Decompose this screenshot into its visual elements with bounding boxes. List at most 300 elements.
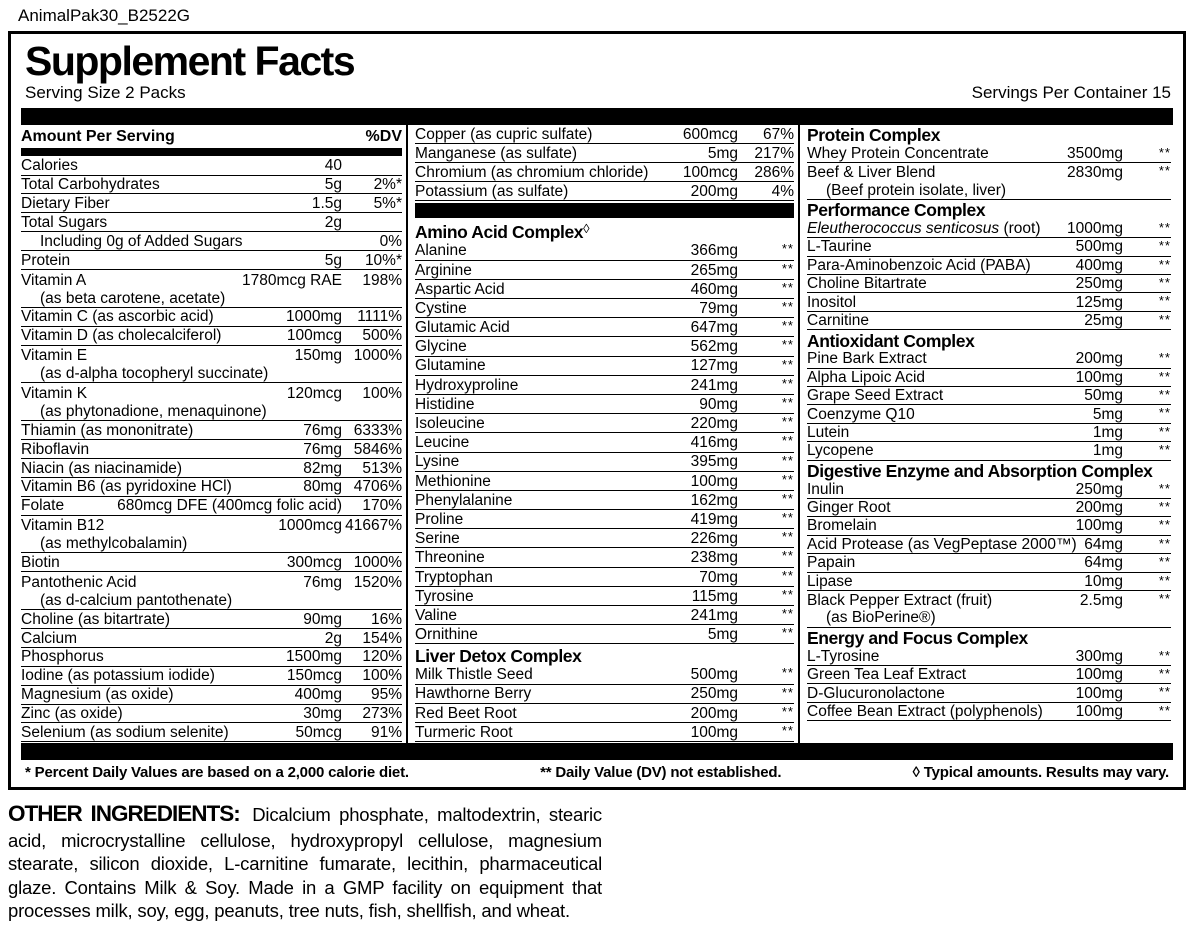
ingredient-name: Lipase (807, 573, 853, 590)
table-row (21, 629, 402, 648)
daily-value: ** (781, 471, 794, 487)
ingredient-name: Milk Thistle Seed (415, 667, 533, 684)
ingredient-name: Inositol (807, 294, 857, 311)
amount-value: 366mg (690, 242, 738, 260)
table-row (415, 548, 794, 567)
ingredient-name: Grape Seed Extract (807, 388, 944, 405)
table-row (807, 573, 1171, 591)
ingredient-name: Vitamin A (21, 272, 87, 289)
amount-value: 250mg (1075, 480, 1123, 498)
amount-value: 70mg (699, 568, 738, 586)
ingredient-name: Coenzyme Q10 (807, 406, 915, 423)
amount-value: 2g (324, 213, 342, 231)
amount-value: 1000mcg (278, 517, 342, 535)
ingredient-name: Iodine (as potassium iodide) (21, 668, 215, 685)
amount-value: 5mg (1092, 405, 1123, 423)
daily-value: ** (781, 490, 794, 506)
ingredient-name: Tryptophan (415, 569, 493, 586)
ingredient-name: Valine (415, 607, 457, 624)
daily-value: ** (781, 586, 794, 602)
table-row (807, 405, 1171, 423)
section-header (807, 461, 1171, 481)
ingredient-name: Calories (21, 158, 78, 175)
ingredient-name: Ginger Root (807, 500, 891, 517)
ingredient-name: Lysine (415, 454, 460, 471)
amount-value: 500mg (690, 666, 738, 684)
amount-value: 500mg (1075, 238, 1123, 256)
table-row (21, 667, 402, 686)
daily-value: 10%* (364, 251, 402, 269)
ingredient-name: Lycopene (807, 443, 874, 460)
table-row (807, 648, 1171, 666)
daily-value: 2%* (373, 176, 402, 194)
ingredient-source: (as d-calcium pantothenate) (40, 592, 233, 609)
ingredient-name: Chromium (as chromium chloride) (415, 164, 649, 181)
ingredient-name: Arginine (415, 262, 472, 279)
amount-value: 200mg (1075, 499, 1123, 517)
ingredient-name: Selenium (as sodium selenite) (21, 725, 229, 742)
ingredient-name: Protein (21, 252, 71, 269)
table-row (807, 293, 1171, 311)
ingredient-name: Red Beet Root (415, 705, 517, 722)
table-row (21, 327, 402, 346)
section-header (415, 644, 794, 665)
daily-value: 120% (362, 648, 402, 666)
table-row (807, 536, 1171, 554)
daily-value: ** (1158, 684, 1171, 700)
table-row (415, 453, 794, 472)
table-row (21, 610, 402, 629)
amount-value: 1500mg (285, 648, 342, 666)
table-row (415, 685, 794, 704)
daily-value: ** (781, 452, 794, 468)
table-row (415, 529, 794, 548)
ingredient-source: (as BioPerine®) (826, 610, 936, 627)
table-row (415, 625, 794, 644)
amount-header-label: Amount Per Serving (21, 127, 175, 145)
table-row (415, 163, 794, 182)
table-row (21, 459, 402, 478)
continuation-row (21, 402, 402, 421)
daily-value: 100% (362, 667, 402, 685)
header-divider-bar (21, 148, 402, 156)
table-row (21, 383, 402, 402)
ingredient-name: Dietary Fiber (21, 196, 110, 213)
table-row (807, 145, 1171, 163)
daily-value: ** (1158, 293, 1171, 309)
daily-value: 67% (762, 125, 794, 143)
amount-value: 100mg (690, 723, 738, 741)
daily-value: ** (1158, 144, 1171, 160)
section-header (807, 200, 1171, 220)
daily-value: ** (781, 414, 794, 430)
ingredient-name: Phenylalanine (415, 492, 513, 509)
amount-value: 395mg (690, 453, 738, 471)
amount-value: 1000mg (285, 308, 342, 326)
table-row (21, 440, 402, 459)
dv-header-label: %DV (365, 127, 402, 145)
table-row (415, 299, 794, 318)
amount-value: 10mg (1084, 572, 1123, 590)
ingredient-name: Including 0g of Added Sugars (40, 233, 243, 250)
table-row (415, 395, 794, 414)
daily-value: 5%* (373, 195, 402, 213)
table-row (21, 308, 402, 327)
table-row (415, 241, 794, 260)
daily-value: 0% (379, 232, 402, 250)
amount-value: 300mcg (286, 554, 342, 572)
daily-value: 273% (362, 705, 402, 723)
ingredient-name: Histidine (415, 396, 475, 413)
daily-value: ** (781, 260, 794, 276)
amount-value: 5g (324, 251, 342, 269)
table-row (807, 424, 1171, 442)
ingredient-name: Total Sugars (21, 214, 108, 231)
table-row (415, 125, 794, 144)
ingredient-name: Choline Bitartrate (807, 276, 927, 293)
ingredient-name: Alpha Lipoic Acid (807, 369, 926, 386)
daily-value: 198% (362, 271, 402, 289)
ingredient-name: Black Pepper Extract (fruit) (807, 593, 993, 610)
daily-value: 6333% (353, 421, 402, 439)
amount-value: 76mg (303, 421, 342, 439)
ingredient-name: Vitamin E (21, 348, 88, 365)
daily-value: 4706% (353, 478, 402, 496)
ingredient-name: Green Tea Leaf Extract (807, 667, 967, 684)
section-divider-bar (415, 203, 794, 218)
daily-value: ** (781, 625, 794, 641)
amount-value: 1.5g (311, 195, 342, 213)
table-row (807, 312, 1171, 330)
footnote-text: Percent Daily Values are based on a 2,000 calorie diet. (34, 763, 409, 781)
ingredient-name: Niacin (as niacinamide) (21, 460, 183, 477)
daily-value: ** (1158, 256, 1171, 272)
ingredient-name: Vitamin K (21, 386, 88, 402)
amount-value: 50mcg (295, 724, 342, 742)
daily-value: ** (1158, 666, 1171, 682)
other-ingredients (8, 800, 602, 923)
amount-value: 2830mg (1066, 164, 1123, 182)
ingredient-name: Manganese (as sulfate) (415, 145, 577, 162)
amount-value: 265mg (690, 261, 738, 279)
ingredient-name: Vitamin D (as cholecalciferol) (21, 328, 222, 345)
daily-value: 1000% (353, 554, 402, 572)
table-row (415, 665, 794, 684)
amount-value: 50mg (1084, 387, 1123, 405)
diamond-symbol: ◊ (583, 221, 590, 237)
footnote-typical-amounts (913, 764, 1169, 781)
daily-value: ** (1158, 368, 1171, 384)
table-row (807, 387, 1171, 405)
table-row (21, 213, 402, 232)
daily-value: 1111% (357, 308, 402, 326)
table-row (21, 346, 402, 365)
daily-value: 513% (362, 459, 402, 477)
daily-value: ** (781, 337, 794, 353)
amount-value: 100mg (1075, 368, 1123, 386)
amount-value: 100mcg (682, 163, 738, 181)
amount-value: 90mg (303, 610, 342, 628)
daily-value: ** (1158, 572, 1171, 588)
double-asterisk-symbol: ** (540, 763, 552, 781)
table-row (807, 684, 1171, 702)
ingredient-name: Calcium (21, 630, 77, 647)
amount-value: 460mg (690, 280, 738, 298)
ingredient-name: Whey Protein Concentrate (807, 145, 989, 162)
daily-value: 1520% (353, 573, 402, 591)
table-row (807, 703, 1171, 721)
section-header (807, 628, 1171, 648)
table-row (21, 157, 402, 176)
ingredient-name: Pine Bark Extract (807, 351, 927, 368)
table-row (21, 705, 402, 724)
ingredient-name: Glycine (415, 339, 467, 356)
ingredient-name: Biotin (21, 555, 60, 572)
ingredient-name: L-Tyrosine (807, 648, 880, 665)
amount-value: 5mg (707, 626, 738, 644)
section-title: Protein Complex (807, 125, 941, 146)
ingredient-name: Turmeric Root (415, 724, 513, 741)
daily-value: 500% (362, 327, 402, 345)
daily-value: ** (781, 665, 794, 681)
ingredient-name: Methionine (415, 473, 491, 490)
section-header (415, 220, 794, 241)
table-row (807, 163, 1171, 181)
daily-value: ** (781, 567, 794, 583)
daily-value: ** (1158, 480, 1171, 496)
table-row (415, 587, 794, 606)
ingredient-name: Inulin (807, 481, 845, 498)
table-row (21, 232, 402, 251)
ingredient-name: Serine (415, 531, 460, 548)
other-ingredients-label: OTHER INGREDIENTS: (8, 801, 240, 826)
amount-value: 76mg (303, 573, 342, 591)
other-ingredients-text: Dicalcium phosphate, maltodextrin, stearic acid, microcrystalline cellulose, hydroxypropyl cellulose, magnesium stearate, silicon dioxide, L-carnitine fumarate, lecithin, pharmaceutical glaze. Contains Milk & Soy. Made in a GMP facility on equipment that processes milk, soy, egg, peanuts, tree nuts, fish, shellfish, and wheat. (8, 804, 602, 922)
daily-value: ** (781, 529, 794, 545)
ingredient-name: Carnitine (807, 312, 870, 329)
table-row (21, 251, 402, 270)
continuation-row (21, 535, 402, 554)
ingredient-name: Thiamin (as mononitrate) (21, 422, 194, 439)
amount-value: 150mg (294, 347, 342, 365)
table-row (807, 350, 1171, 368)
ingredient-name: Coffee Bean Extract (polyphenols) (807, 703, 1043, 720)
section-title: Energy and Focus Complex (807, 628, 1028, 649)
daily-value: ** (781, 356, 794, 372)
daily-value: ** (781, 394, 794, 410)
amount-value: 220mg (690, 415, 738, 433)
amount-value: 76mg (303, 440, 342, 458)
table-row (21, 497, 402, 516)
table-row (807, 554, 1171, 572)
ingredient-source: (Beef protein isolate, liver) (826, 182, 1007, 199)
amount-value: 250mg (1075, 275, 1123, 293)
amount-value: 238mg (690, 549, 738, 567)
daily-value: ** (781, 375, 794, 391)
table-row (415, 182, 794, 201)
amount-value: 5mg (707, 144, 738, 162)
amount-value: 40 (324, 157, 342, 175)
footnote-dv-not-established (540, 764, 781, 781)
section-title: Liver Detox Complex (415, 645, 582, 666)
supplement-facts-panel (8, 31, 1186, 790)
ingredient-name: Lutein (807, 424, 850, 441)
section-header (807, 125, 1171, 145)
amount-value: 200mg (690, 183, 738, 201)
daily-value: ** (781, 299, 794, 314)
section-header (807, 330, 1171, 350)
daily-value: ** (1158, 163, 1171, 179)
table-row (21, 478, 402, 497)
table-row (415, 491, 794, 510)
table-row (807, 275, 1171, 293)
daily-value: ** (1158, 442, 1171, 458)
ingredient-name: Glutamine (415, 358, 486, 375)
ingredient-source: (as beta carotene, acetate) (40, 290, 226, 307)
document-filename: AnimalPak30_B2522G (18, 6, 191, 25)
ingredient-source: (as d-alpha tocopheryl succinate) (40, 366, 269, 383)
ingredient-name: Hawthorne Berry (415, 686, 532, 703)
ingredient-name: Para-Aminobenzoic Acid (PABA) (807, 257, 1031, 274)
daily-value: ** (1158, 554, 1171, 570)
amount-value: 64mg (1084, 535, 1123, 553)
daily-value: 95% (370, 686, 402, 704)
amount-value: 100mg (690, 472, 738, 490)
amount-value: 400mg (294, 686, 342, 704)
daily-value: ** (1158, 517, 1171, 533)
daily-value: ** (1158, 498, 1171, 514)
footnote-daily-values (25, 764, 409, 781)
table-row (415, 357, 794, 376)
column-left (21, 125, 406, 743)
ingredient-name: Aspartic Acid (415, 281, 505, 298)
table-row (807, 499, 1171, 517)
amount-value: 562mg (690, 338, 738, 356)
daily-value: 91% (370, 724, 402, 742)
daily-value: ** (781, 241, 794, 257)
daily-value: 5846% (353, 440, 402, 458)
table-row (415, 568, 794, 587)
section-title: Amino Acid Complex (415, 221, 584, 242)
table-row (21, 194, 402, 213)
amount-value: 90mg (699, 395, 738, 413)
daily-value: ** (1158, 702, 1171, 718)
daily-value: 217% (754, 144, 794, 162)
ingredient-name: Threonine (415, 550, 485, 567)
serving-size: Serving Size 2 Packs (25, 83, 186, 102)
table-row (807, 442, 1171, 460)
daily-value: ** (781, 279, 794, 295)
footnote-text: Daily Value (DV) not established. (555, 763, 782, 781)
daily-value: ** (1158, 423, 1171, 439)
table-row (415, 376, 794, 395)
ingredient-name: Zinc (as oxide) (21, 706, 123, 723)
table-row (807, 591, 1171, 609)
daily-value: 100% (362, 385, 402, 402)
daily-value: 16% (370, 610, 402, 628)
ingredient-name: L-Taurine (807, 239, 872, 256)
daily-value: ** (781, 606, 794, 621)
table-row (807, 481, 1171, 499)
daily-value: ** (781, 684, 794, 700)
amount-value: 1mg (1092, 423, 1123, 441)
table-row (415, 704, 794, 723)
bottom-divider-bar (21, 743, 1173, 760)
ingredient-name: Riboflavin (21, 441, 90, 458)
amount-value: 2g (324, 629, 342, 647)
table-row (21, 686, 402, 705)
ingredient-name: Magnesium (as oxide) (21, 687, 174, 704)
section-title: Digestive Enzyme and Absorption Complex (807, 461, 1153, 482)
table-row (415, 261, 794, 280)
table-row (807, 238, 1171, 256)
amount-value: 1780mcg RAE (242, 271, 342, 289)
ingredient-name: Acid Protease (as VegPeptase 2000™) (807, 536, 1077, 553)
ingredient-name: Alanine (415, 243, 467, 260)
table-row (415, 144, 794, 163)
daily-value: ** (1158, 311, 1171, 327)
ingredient-name: Cystine (415, 300, 467, 317)
table-row (415, 606, 794, 625)
ingredient-name: Bromelain (807, 518, 877, 535)
ingredient-name: Pantothenic Acid (21, 574, 137, 591)
ingredient-name: Beef & Liver Blend (807, 165, 936, 182)
top-divider-bar (21, 108, 1173, 125)
amount-value: 600mcg (682, 125, 738, 143)
ingredient-source: (as phytonadione, menaquinone) (40, 403, 267, 420)
ingredient-name: Total Carbohydrates (21, 177, 160, 194)
ingredient-name: Hydroxyproline (415, 377, 519, 394)
ingredient-name: Tyrosine (415, 588, 474, 605)
ingredient-name: Leucine (415, 435, 470, 452)
amount-value: 680mcg DFE (400mcg folic acid) (117, 497, 342, 515)
amount-value: 100mg (1075, 702, 1123, 720)
continuation-row (807, 181, 1171, 199)
amount-value: 400mg (1075, 256, 1123, 274)
daily-value: 4% (771, 183, 794, 201)
continuation-row (21, 591, 402, 610)
serving-info-row (11, 82, 1183, 108)
daily-value: ** (1158, 275, 1171, 291)
daily-value: 154% (362, 629, 402, 647)
amount-value: 241mg (690, 606, 738, 624)
amount-value: 64mg (1084, 554, 1123, 572)
continuation-row (21, 289, 402, 308)
daily-value: ** (781, 703, 794, 719)
section-title: Performance Complex (807, 200, 986, 221)
amount-value: 25mg (1084, 311, 1123, 329)
footnotes (21, 760, 1173, 781)
daily-value: ** (1158, 535, 1171, 551)
amount-per-serving-header (21, 125, 402, 146)
table-row (415, 510, 794, 529)
amount-value: 300mg (1075, 647, 1123, 665)
table-row (21, 553, 402, 572)
diamond-symbol: ◊ (912, 763, 920, 781)
ingredient-name: Vitamin B6 (as pyridoxine HCl) (21, 479, 232, 496)
asterisk-symbol: * (25, 763, 31, 781)
amount-value: 416mg (690, 434, 738, 452)
table-row (807, 257, 1171, 275)
table-row (415, 280, 794, 299)
ingredient-name: Folate (21, 498, 65, 515)
amount-value: 100mcg (286, 327, 342, 345)
daily-value: ** (781, 548, 794, 564)
section-title: Antioxidant Complex (807, 330, 975, 351)
table-row (807, 666, 1171, 684)
daily-value: ** (781, 722, 794, 738)
daily-value: 1000% (353, 347, 402, 365)
